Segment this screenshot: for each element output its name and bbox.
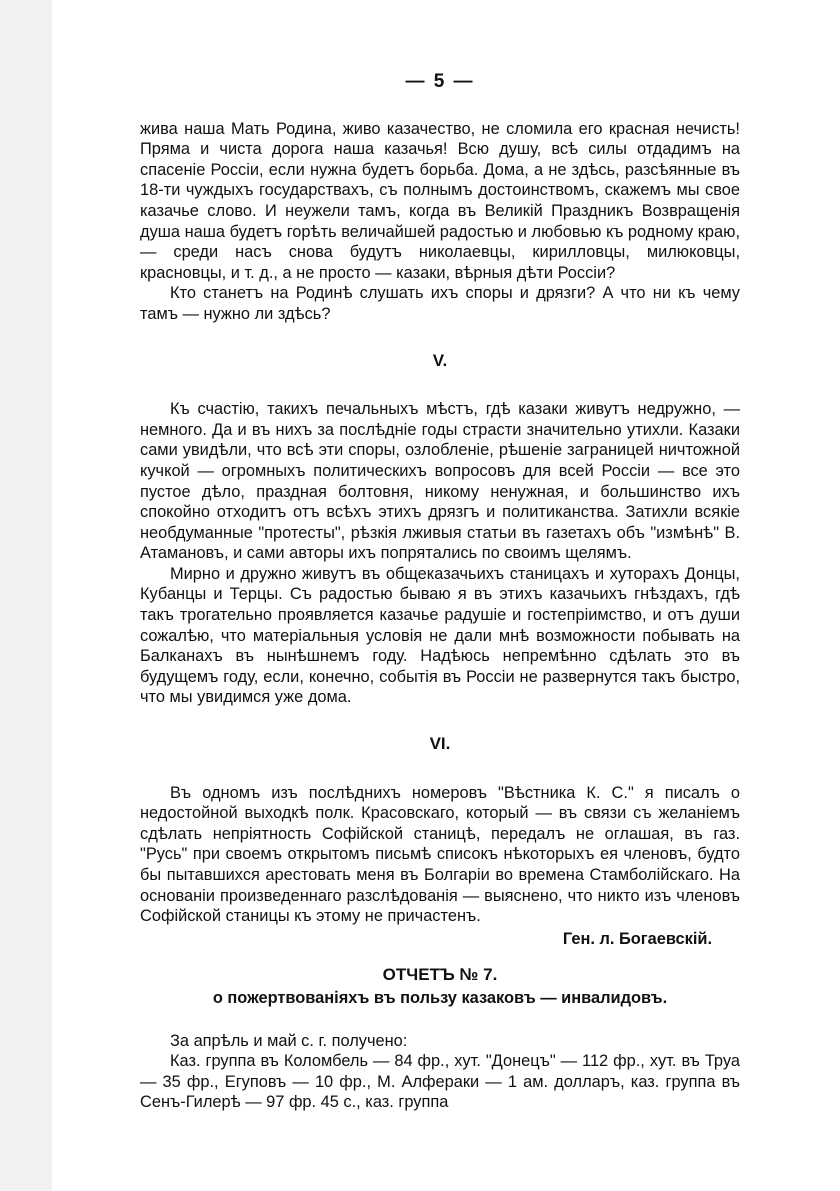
page-number: — 5 — <box>405 71 475 92</box>
signature: Ген. л. Богаевскій. <box>562 929 712 948</box>
paragraph-iv-end: жива наша Мать Родина, живо казачество, не сломила его красная нечисть! Пряма и чиста дорога наша казачья! Всю душу, всѣ силы отдадимъ на спасеніе Россіи, если нужна будетъ борьба. Дома, а не здѣсь, разсѣянные въ 18-ти чуждыхъ государствахъ, съ полнымъ достоинствомъ, скажемъ мы свое казачье слово. И неужели тамъ, когда въ Великій Праздникъ Возвращенія душа наша будетъ горѣть величайшей радостью и любовью къ родному краю, — среди насъ снова будутъ николаевцы, кирилловцы, милюковцы, красновцы, и т. д., а не просто — казаки, вѣрныя дѣти Россіи? <box>140 119 740 282</box>
paragraph-vi-1: Въ одномъ изъ послѣднихъ номеровъ "Вѣстника К. С." я писалъ о недостойной выходкѣ полк. Красовскаго, который — въ связи съ желаніемъ сдѣлать непріятность Софійской станицѣ, передалъ не оглашая, въ газ. "Русь" при своемъ открытомъ письмѣ списокъ нѣкоторыхъ ея членовъ, будто бы пытавшихся арестовать меня въ Болгаріи во времена Стамболійскаго. На основаніи произведеннаго разслѣдованія — выяснено, что никто изъ членовъ Софійской станицы къ этому не причастенъ. <box>140 783 740 926</box>
section-v-heading: V. <box>432 350 448 370</box>
report-title: ОТЧЕТЪ № 7. <box>382 965 498 985</box>
paragraph-v-1: Къ счастію, такихъ печальныхъ мѣстъ, гдѣ казаки живутъ недружно, — немного. Да и въ нихъ за послѣдніе годы страсти значительно утихли. Казаки сами увидѣли, что всѣ эти споры, озлобленіе, рѣшеніе заграницей ничтожной кучкой — огромныхъ политическихъ вопросовъ для всей Россіи — все это пустое дѣло, праздная болтовня, никому ненужная, и большинство ихъ спокойно отходитъ отъ всѣхъ этихъ дрязгъ и политиканства. Затихли всякіе необдуманные "протесты", рѣзкія лживыя статьи въ газетахъ объ "измѣнѣ" В. Атамановъ, и сами авторы ихъ попрятались по своимъ щелямъ. <box>140 400 740 563</box>
document-page <box>140 72 740 1113</box>
report-intro: За апрѣль и май с. г. получено: <box>170 1031 408 1050</box>
section-vi-heading: VI. <box>429 734 451 754</box>
paragraph-iv-question: Кто станетъ на Родинѣ слушать ихъ споры и дрязги? А что ни къ чему тамъ — нужно ли здѣсь? <box>140 284 740 323</box>
scan-gutter <box>0 0 52 1191</box>
report-subtitle: о пожертвованіяхъ въ пользу казаковъ — инвалидовъ. <box>212 988 668 1007</box>
paragraph-v-2: Мирно и дружно живутъ въ общеказачьихъ станицахъ и хуторахъ Донцы, Кубанцы и Терцы. Съ радостью бываю я въ этихъ казачьихъ гнѣздахъ, гдѣ такъ трогательно проявляется казачье радушіе и гостепріимство, и отъ души сожалѣю, что матеріальныя условія не дали мнѣ возможности побывать на Балканахъ въ нынѣшнемъ году. Надѣюсь непремѣнно сдѣлать это въ будущемъ году, если, конечно, событія въ Россіи не развернутся такъ быстро, что мы увидимся уже дома. <box>140 564 740 707</box>
report-body: Каз. группа въ Коломбель — 84 фр., хут. "Донецъ" — 112 фр., хут. въ Труа — 35 фр., Егуповъ — 10 фр., М. Алфераки — 1 ам. долларъ, каз. группа въ Сенъ-Гилерѣ — 97 фр. 45 с., каз. группа <box>140 1052 740 1112</box>
